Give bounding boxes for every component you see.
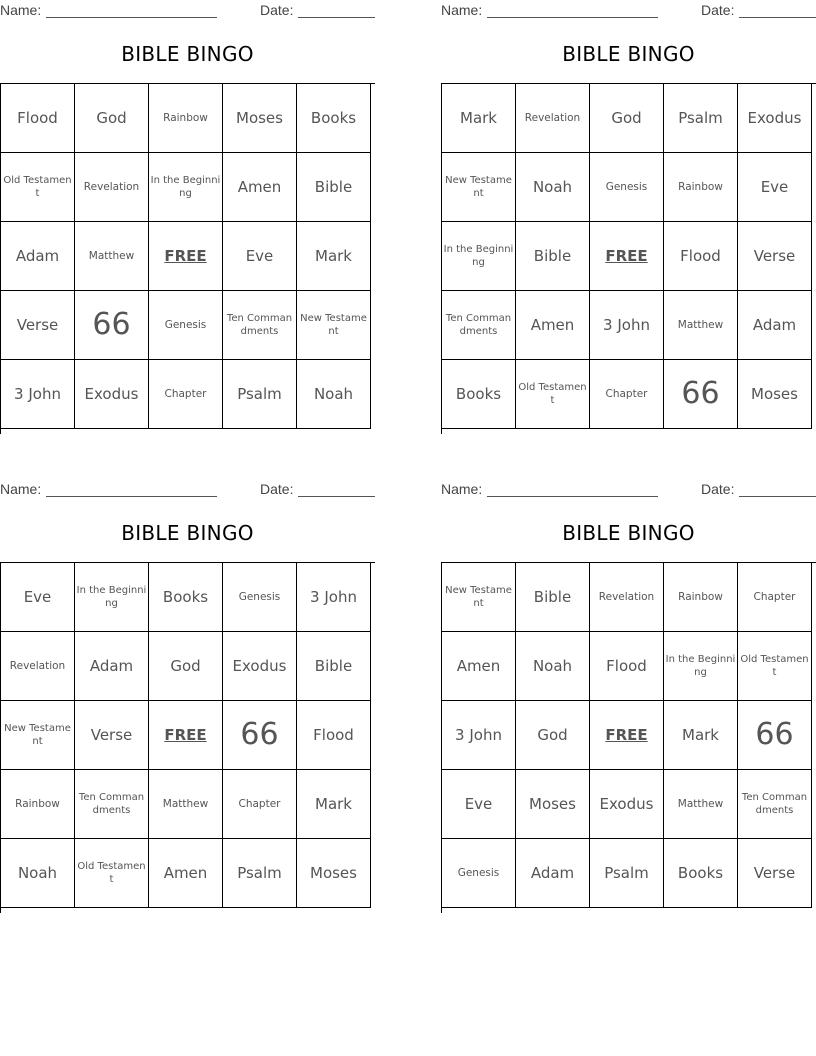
bingo-cell: Eve (1, 563, 75, 632)
bingo-card-2 (441, 0, 816, 432)
bingo-cell: Exodus (223, 632, 297, 701)
bingo-cell: Old Testament (738, 632, 812, 701)
bingo-cell: Bible (297, 153, 371, 222)
date-label: Date: (260, 481, 294, 497)
bingo-cell: Noah (516, 153, 590, 222)
date-blank (298, 17, 375, 18)
bingo-card-1 (0, 0, 375, 432)
card-title: BIBLE BINGO (121, 42, 254, 66)
bingo-cell: Books (149, 563, 223, 632)
bingo-cell: Revelation (1, 632, 75, 701)
name-label: Name: (441, 2, 483, 18)
bingo-cell: Noah (1, 839, 75, 908)
bingo-cell: Psalm (664, 84, 738, 153)
name-label: Name: (0, 2, 42, 18)
bingo-cell: 66 (738, 701, 812, 770)
bingo-cell: Adam (738, 291, 812, 360)
bingo-grid (441, 83, 816, 434)
bingo-cell: Books (297, 84, 371, 153)
name-blank (487, 17, 658, 18)
bingo-cell: Revelation (516, 84, 590, 153)
bingo-cell: Mark (664, 701, 738, 770)
bingo-cell: Bible (297, 632, 371, 701)
date-label: Date: (701, 2, 735, 18)
bingo-cell: In the Beginning (149, 153, 223, 222)
bingo-grid (0, 83, 375, 434)
bingo-cell: 3 John (297, 563, 371, 632)
bingo-cell: Adam (75, 632, 149, 701)
bingo-cell: Moses (223, 84, 297, 153)
bingo-cell: Flood (297, 701, 371, 770)
card-header (441, 479, 816, 499)
bingo-cell: Moses (738, 360, 812, 429)
bingo-cell: 66 (664, 360, 738, 429)
bingo-cell: Matthew (664, 291, 738, 360)
name-blank (46, 496, 217, 497)
bingo-cell: New Testament (442, 153, 516, 222)
bingo-cell: Adam (1, 222, 75, 291)
bingo-cell: 3 John (1, 360, 75, 429)
bingo-card-3 (0, 479, 375, 911)
bingo-cell: Matthew (75, 222, 149, 291)
bingo-cell: New Testament (442, 563, 516, 632)
bingo-cell: Mark (442, 84, 516, 153)
bingo-cell: New Testament (297, 291, 371, 360)
bingo-cell: Verse (738, 222, 812, 291)
bingo-cell: Flood (1, 84, 75, 153)
name-label: Name: (441, 481, 483, 497)
bingo-cell: Bible (516, 563, 590, 632)
bingo-cell: Psalm (223, 839, 297, 908)
date-blank (739, 496, 816, 497)
bingo-cell: Verse (738, 839, 812, 908)
card-title: BIBLE BINGO (121, 521, 254, 545)
bingo-cell: Exodus (75, 360, 149, 429)
bingo-cell: FREE (149, 222, 223, 291)
bingo-cell: Matthew (149, 770, 223, 839)
bingo-cell: Chapter (590, 360, 664, 429)
bingo-cell: Eve (223, 222, 297, 291)
bingo-cell: Genesis (590, 153, 664, 222)
bingo-cell: God (590, 84, 664, 153)
bingo-cell: Ten Commandments (442, 291, 516, 360)
bingo-cell: Mark (297, 770, 371, 839)
name-label: Name: (0, 481, 42, 497)
bingo-cell: FREE (149, 701, 223, 770)
bingo-cell: Amen (149, 839, 223, 908)
bingo-cell: Rainbow (149, 84, 223, 153)
bingo-cell: FREE (590, 701, 664, 770)
bingo-cell: Adam (516, 839, 590, 908)
name-blank (487, 496, 658, 497)
bingo-cell: Eve (738, 153, 812, 222)
name-blank (46, 17, 217, 18)
bingo-grid (441, 562, 816, 913)
bingo-cell: 3 John (590, 291, 664, 360)
bingo-cell: Rainbow (1, 770, 75, 839)
bingo-cell: Matthew (664, 770, 738, 839)
bingo-cell: Chapter (149, 360, 223, 429)
bingo-cell: Moses (297, 839, 371, 908)
bingo-cell: Verse (75, 701, 149, 770)
bingo-cell: Amen (223, 153, 297, 222)
bingo-cell: God (75, 84, 149, 153)
bingo-cell: Revelation (75, 153, 149, 222)
bingo-cell: In the Beginning (75, 563, 149, 632)
bingo-cell: Ten Commandments (75, 770, 149, 839)
bingo-cell: Old Testament (516, 360, 590, 429)
card-header (0, 0, 375, 20)
bingo-cell: New Testament (1, 701, 75, 770)
bingo-cell: In the Beginning (442, 222, 516, 291)
bingo-cell: Books (442, 360, 516, 429)
card-title: BIBLE BINGO (562, 521, 695, 545)
bingo-cell: Books (664, 839, 738, 908)
bingo-cell: In the Beginning (664, 632, 738, 701)
date-blank (298, 496, 375, 497)
bingo-card-4 (441, 479, 816, 911)
bingo-cell: 66 (223, 701, 297, 770)
bingo-cell: Ten Commandments (738, 770, 812, 839)
bingo-cell: God (516, 701, 590, 770)
bingo-cell: Psalm (590, 839, 664, 908)
bingo-cell: Genesis (223, 563, 297, 632)
bingo-cell: Mark (297, 222, 371, 291)
bingo-cell: Psalm (223, 360, 297, 429)
bingo-cell: Noah (297, 360, 371, 429)
date-blank (739, 17, 816, 18)
bingo-cell: Noah (516, 632, 590, 701)
bingo-cell: Bible (516, 222, 590, 291)
bingo-cell: Old Testament (75, 839, 149, 908)
bingo-cell: 3 John (442, 701, 516, 770)
bingo-grid (0, 562, 375, 913)
bingo-cell: Old Testament (1, 153, 75, 222)
bingo-cell: Flood (590, 632, 664, 701)
bingo-cell: Ten Commandments (223, 291, 297, 360)
date-label: Date: (701, 481, 735, 497)
card-header (0, 479, 375, 499)
bingo-cell: Eve (442, 770, 516, 839)
card-title: BIBLE BINGO (562, 42, 695, 66)
bingo-cell: Rainbow (664, 153, 738, 222)
bingo-cell: Genesis (149, 291, 223, 360)
bingo-cell: Flood (664, 222, 738, 291)
bingo-cell: Genesis (442, 839, 516, 908)
bingo-cell: Chapter (223, 770, 297, 839)
card-header (441, 0, 816, 20)
bingo-cell: Amen (442, 632, 516, 701)
bingo-cell: God (149, 632, 223, 701)
bingo-cell: Exodus (590, 770, 664, 839)
bingo-cell: Verse (1, 291, 75, 360)
bingo-cell: Revelation (590, 563, 664, 632)
bingo-cell: Moses (516, 770, 590, 839)
bingo-cell: Amen (516, 291, 590, 360)
date-label: Date: (260, 2, 294, 18)
bingo-cell: 66 (75, 291, 149, 360)
bingo-cell: Rainbow (664, 563, 738, 632)
bingo-cell: Chapter (738, 563, 812, 632)
bingo-cell: Exodus (738, 84, 812, 153)
bingo-cell: FREE (590, 222, 664, 291)
